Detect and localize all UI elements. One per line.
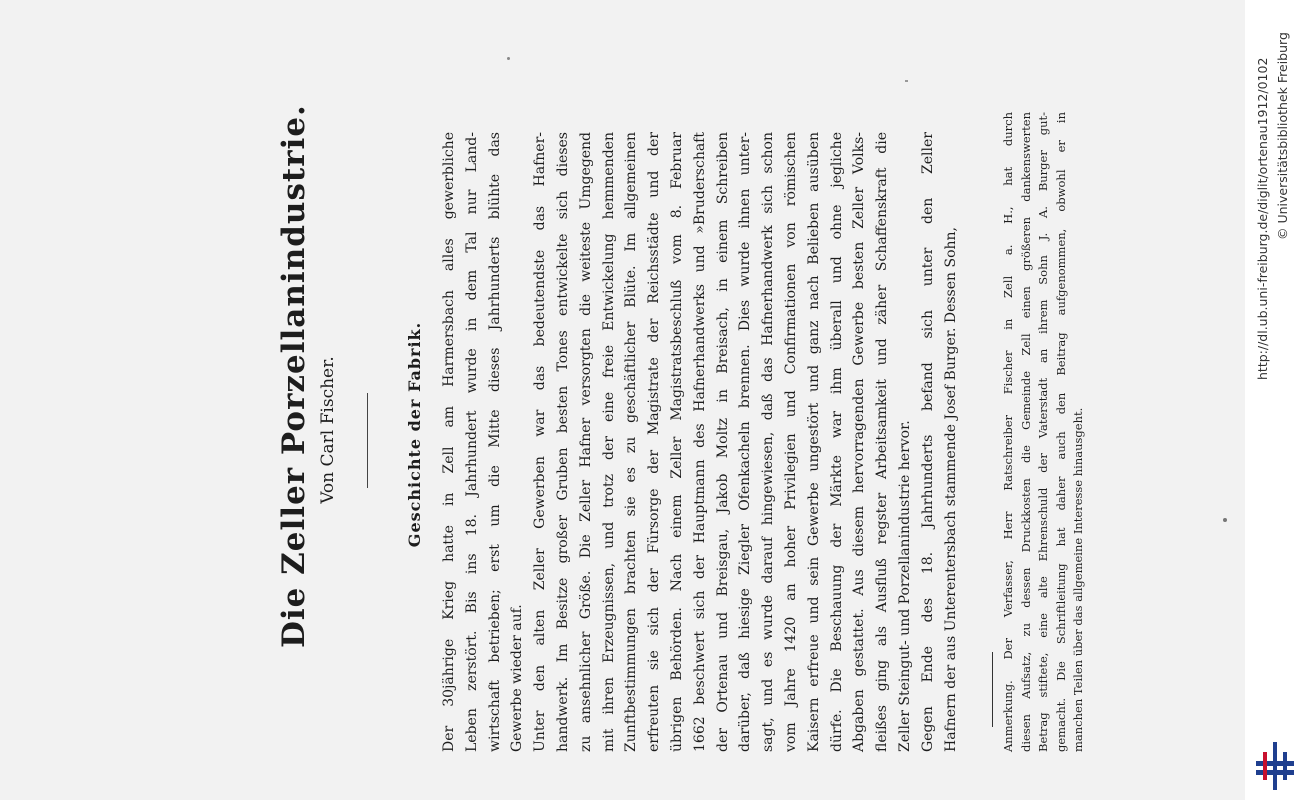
body-line: Kaisern erfreue und sein Gewerbe ungestört und ganz nach Belieben ausüben (805, 132, 822, 752)
page-title: Die Zeller Porzellanindustrie. (276, 104, 312, 648)
scan-speck (905, 80, 908, 82)
body-line: Zeller Steingut- und Porzellanindustrie hervor. (897, 420, 913, 752)
body-line: der Ortenau und Breisgau, Jakob Moltz in Breisach, in einem Schreiben (714, 132, 731, 752)
body-line: wirtschaft betrieben; erst um die Mitte dieses Jahrhunderts blühte das (486, 132, 503, 752)
body-line: Der 30jährige Krieg hatte in Zell am Harmersbach alles gewerbliche (441, 132, 457, 752)
footnote-line: Anmerkung. Der Verfasser, Herr Ratschreiber Fischer in Zell a. H., hat durch (1001, 112, 1015, 752)
section-heading: Geschichte der Fabrik. (405, 321, 424, 548)
scan-speck (507, 57, 510, 60)
body-line: mit ihren Erzeugnissen, und trotz der eine freie Entwickelung hemmenden (600, 132, 617, 752)
body-line: Leben zerstört. Bis ins 18. Jahrhundert wurde in dem Tal nur Land- (463, 132, 480, 752)
body-line: Unter den alten Zeller Gewerben war das bedeutendste das Hafner- (532, 132, 549, 752)
scan-speck (1223, 518, 1227, 522)
archive-sidebar (1245, 0, 1302, 800)
footnote-line: gemacht. Die Schriftleitung hat daher auch den Beitrag aufgenommen, obwohl er in (1053, 112, 1068, 752)
body-line: Zunftbestimmungen brachten sie es zu geschäftlicher Blüte. Im allgemeinen (623, 132, 640, 752)
title-divider (367, 393, 368, 488)
body-line: Gegen Ende des 18. Jahrhunderts befand sich unter den Zeller (919, 132, 936, 752)
body-line: Abgaben gestattet. Aus diesem hervorragenden Gewerbe besten Zeller Volks- (851, 132, 868, 752)
body-line: erfreuten sie sich der Fürsorge der Magistrate der Reichsstädte und der (646, 132, 663, 752)
source-url-link[interactable]: http://dl.ub.uni-freiburg.de/diglit/ortenau1912/0102 (1255, 57, 1270, 380)
body-line: darüber, daß hiesige Ziegler Ofenkacheln brennen. Dies wurde ihnen unter- (737, 132, 754, 752)
body-line: handwerk. Im Besitze großer Gruben besten Tones entwickelte sich dieses (555, 132, 571, 752)
body-line: übrigen Behörden. Nach einem Zeller Magistratsbeschluß vom 8. Februar (669, 132, 685, 752)
body-line: dürfe. Die Beschauung der Märkte war ihm überall und ohne jegliche (828, 132, 845, 752)
body-line: zu ansehnlicher Größe. Die Zeller Hafner versorgten die weiteste Umgegend (577, 132, 594, 752)
body-line: vom Jahre 1420 an hoher Privilegien und Confirmationen von römischen (783, 132, 799, 752)
body-line: sagt, und es wurde darauf hingewiesen, daß das Hafnerhandwerk sich schon (760, 132, 777, 752)
body-line: Gewerbe wieder auf. (509, 604, 526, 752)
footnote-line: manchen Teilen über das allgemeine Interesse hinausgeht. (1071, 407, 1085, 752)
body-line: 1662 beschwert sich der Hauptmann des Hafnerhandwerks und »Bruderschaft (691, 132, 708, 752)
body-line: fleißes ging als Ausfluß regster Arbeitsamkeit und zäher Schaffenskraft die (874, 132, 891, 752)
author-line: Von Carl Fischer. (318, 356, 338, 504)
footnote-divider (992, 652, 993, 727)
copyright-notice: © Universitätsbibliothek Freiburg (1275, 32, 1290, 240)
footnote-line: Betrag stiftete, eine alte Ehrenschuld der Vaterstadt an ihrem Sohn J. A. Burger gut- (1036, 112, 1050, 752)
body-line: Hafnern der aus Unterentersbach stammende Josef Burger. Dessen Sohn, (942, 227, 959, 752)
ub-freiburg-logo-icon[interactable] (1254, 742, 1296, 790)
footnote-line: diesen Aufsatz, zu dessen Druckkosten die Gemeinde Zell einen größeren dankenswerten (1018, 112, 1033, 752)
